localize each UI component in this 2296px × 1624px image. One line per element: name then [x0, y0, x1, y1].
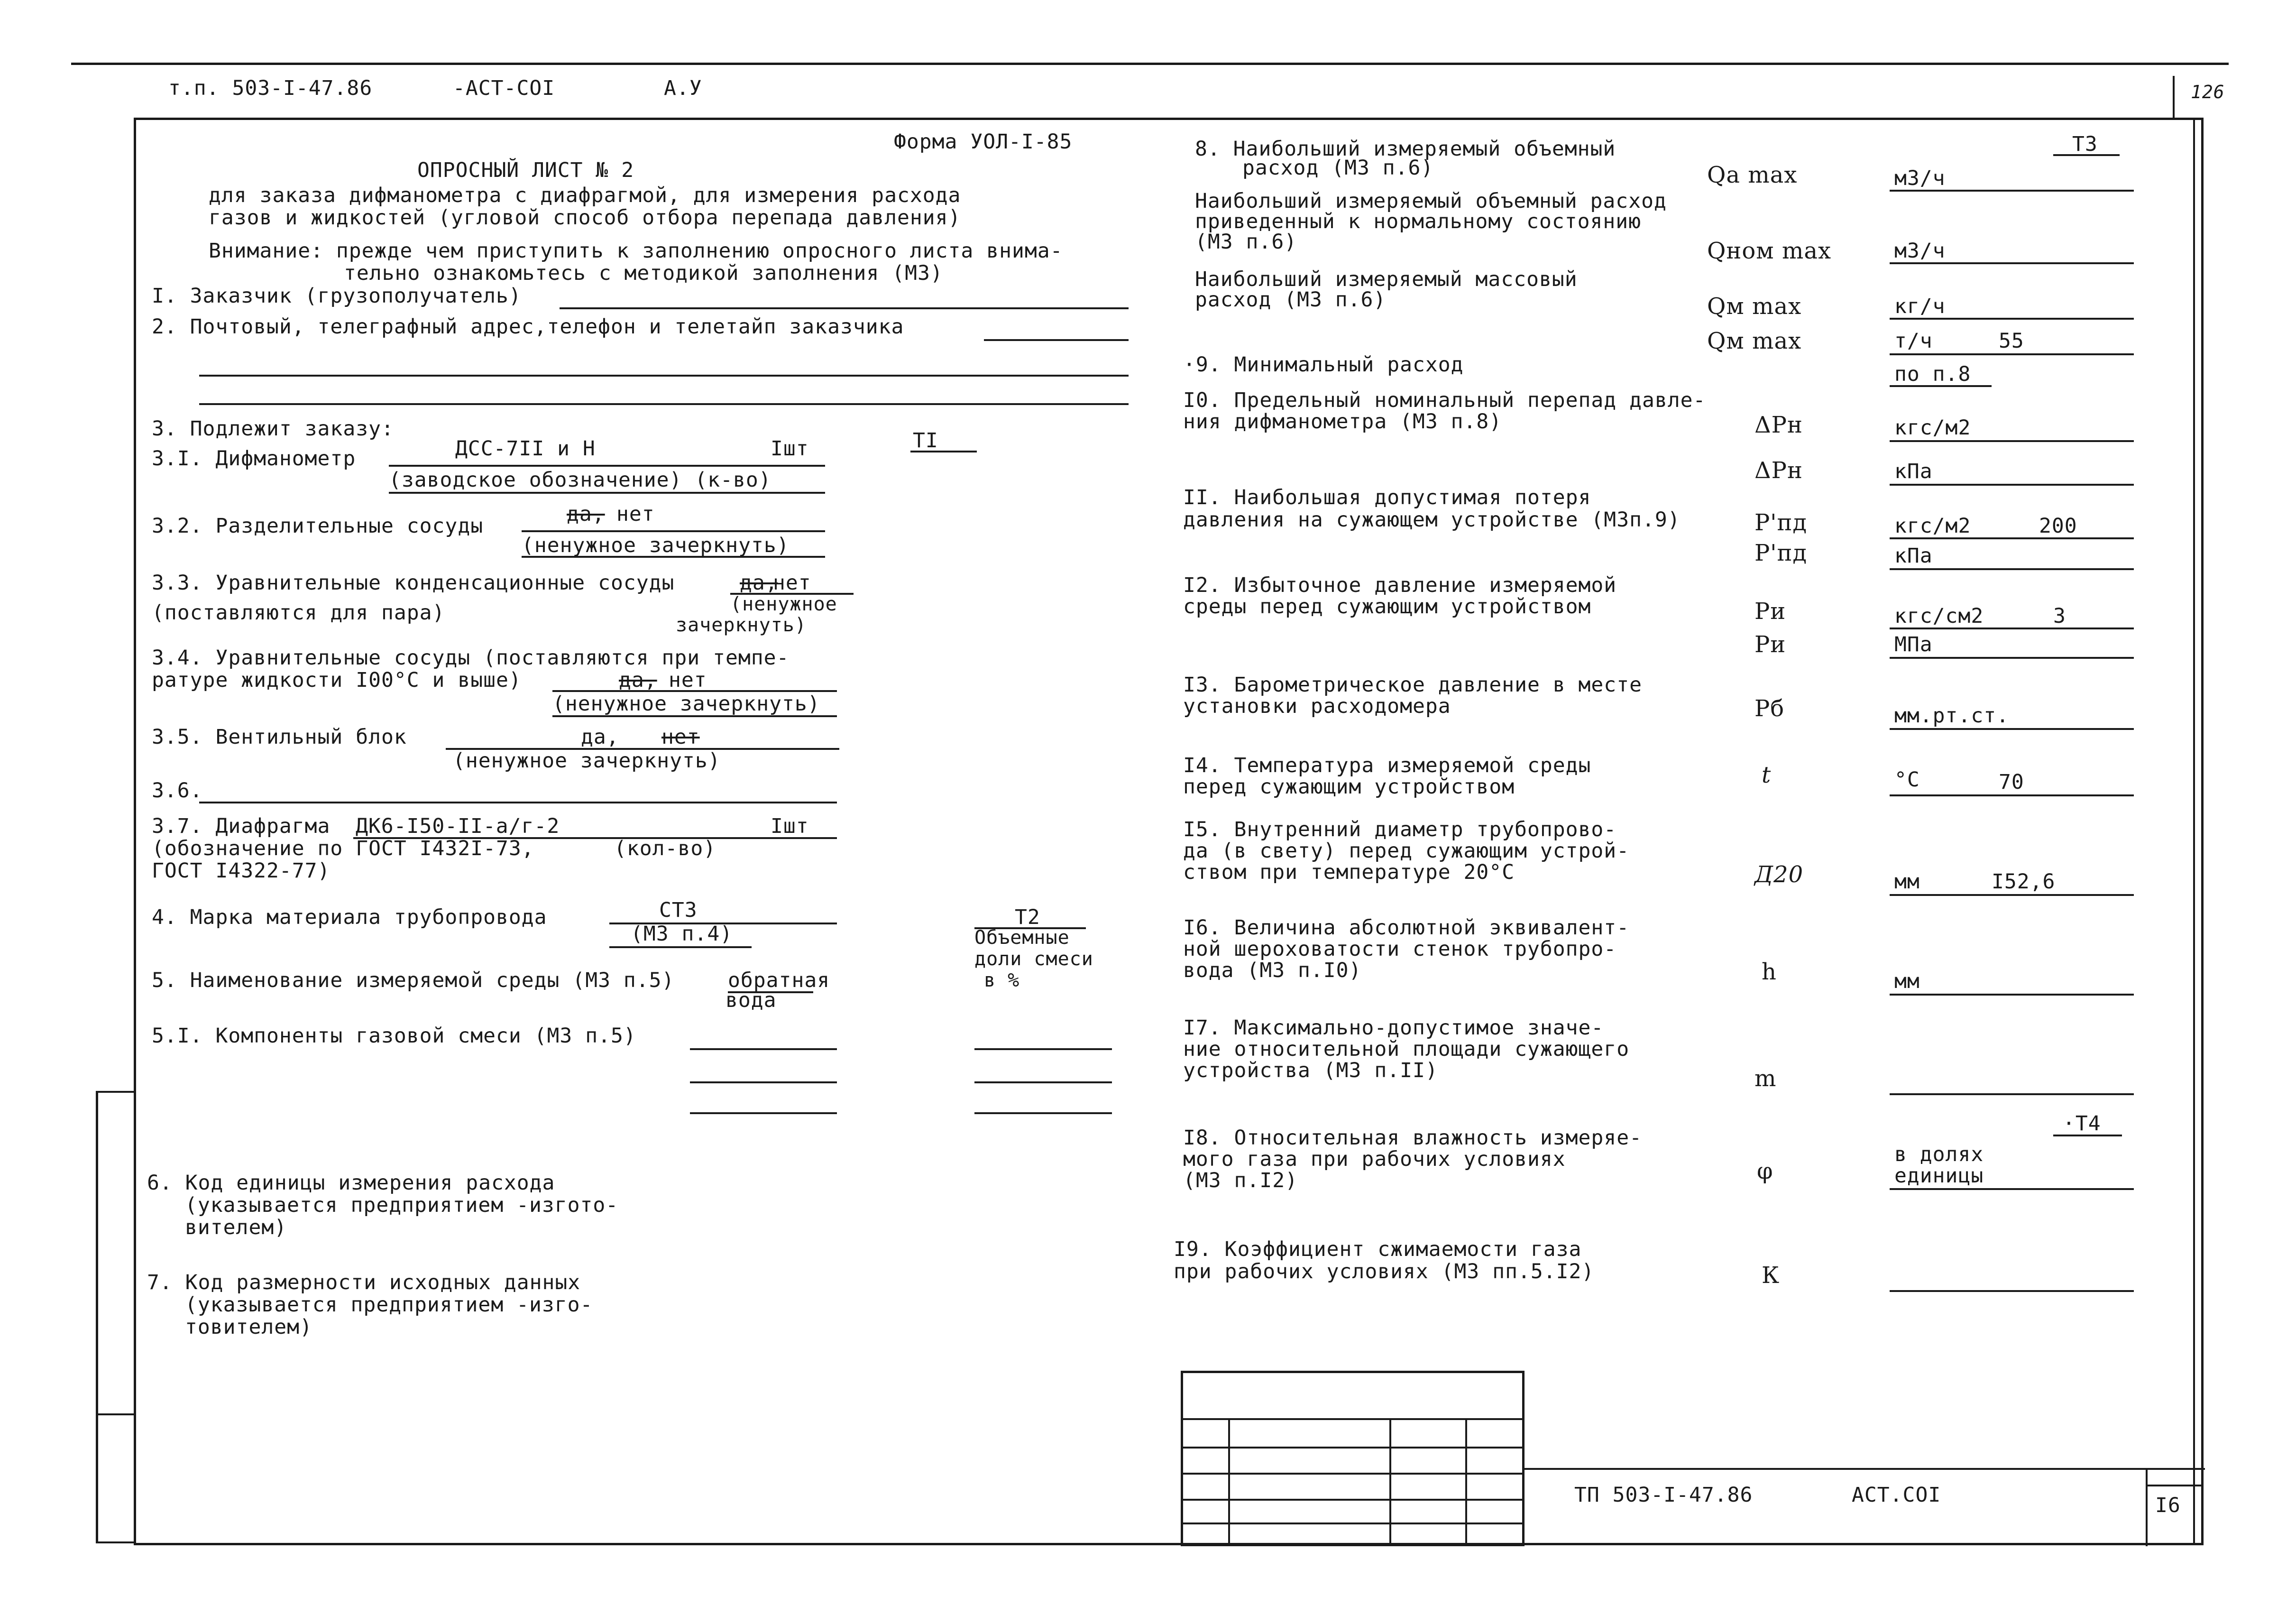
item-18-unit-2: единицы — [1894, 1164, 1984, 1188]
item-10-line-1: I0. Предельный номинальный перепад давле- — [1183, 388, 1706, 412]
stamp-album-code: АСТ.СОI — [1852, 1483, 1941, 1507]
gas-component-line-1[interactable] — [690, 1048, 837, 1050]
item-19-symbol: К — [1762, 1262, 1780, 1289]
item-16-line-2: ной шероховатости стенок трубопро- — [1183, 937, 1617, 961]
item-18-line-1: I8. Относительная влажность измеряе- — [1183, 1126, 1642, 1150]
item-12-symbol-1: Pи — [1754, 598, 1786, 625]
item-10-field-line-1[interactable] — [1890, 440, 2134, 442]
item-14-symbol: t — [1762, 762, 1772, 788]
item-8d-field-line[interactable] — [1890, 353, 2134, 355]
item-16-symbol: h — [1762, 959, 1777, 985]
item-3-4-opt-yes: да, — [619, 668, 657, 692]
item-5-value-2: вода — [726, 988, 777, 1012]
item-12-line-1: I2. Избыточное давление измеряемой — [1183, 573, 1617, 597]
item-10-field-line-2[interactable] — [1890, 484, 2134, 486]
attention-line-2: тельно ознакомьтесь с методикой заполнения (МЗ) — [344, 261, 943, 285]
item-3-7-qty-hint: (кол-во) — [614, 837, 716, 860]
item-15-field-line[interactable] — [1890, 894, 2134, 896]
t3-ref: Т3 — [2072, 132, 2098, 156]
address-field-line-3[interactable] — [199, 403, 1129, 405]
item-18-symbol: φ — [1757, 1158, 1773, 1184]
item-3-7-note-1: (обозначение по ГОСТ I432I-73, — [152, 837, 534, 860]
item-15-line-1: I5. Внутренний диаметр трубопрово- — [1183, 818, 1617, 841]
item-3-3-label: 3.3. Уравнительные конденсационные сосуды — [152, 571, 675, 595]
item-14-field-line[interactable] — [1890, 794, 2134, 796]
item-17-line-2: ние относительной площади сужающего — [1183, 1037, 1630, 1061]
item-7-line-1: 7. Код размерности исходных данных — [147, 1271, 581, 1294]
item-3-1-hint: (заводское обозначение) (к-во) — [389, 468, 771, 492]
item-13-line-2: установки расходомера — [1183, 694, 1451, 718]
item-3-header: 3. Подлежит заказу: — [152, 417, 394, 441]
item-5-1-label: 5.I. Компоненты газовой смеси (МЗ п.5) — [152, 1024, 636, 1048]
item-3-4-line-1: 3.4. Уравнительные сосуды (поставляются при темпе- — [152, 646, 790, 670]
item-5-value-1: обратная — [728, 969, 830, 992]
item-8-symbol: Qa max — [1707, 162, 1798, 188]
item-8d-symbol: Qм max — [1707, 328, 1802, 354]
item-8b-symbol: Qном max — [1707, 238, 1832, 264]
item-3-4-opt-no: нет — [669, 668, 707, 692]
item-3-7-note-2: ГОСТ I4322-77) — [152, 859, 331, 883]
item-3-5-label: 3.5. Вентильный блок — [152, 725, 407, 749]
form-subtitle-1: для заказа дифманометра с диафрагмой, для измерения расхода — [209, 184, 961, 207]
t2-label-1: Объемные — [974, 927, 1070, 949]
item-8d-value: 55 — [1999, 329, 2024, 353]
item-3-4-hint: (ненужное зачеркнуть) — [552, 692, 820, 716]
item-8c-symbol: Qм max — [1707, 293, 1802, 320]
item-14-line-1: I4. Температура измеряемой среды — [1183, 754, 1591, 777]
item-3-1-qty: Iшт — [771, 437, 809, 461]
item-7-line-3: товителем) — [185, 1315, 312, 1339]
item-9-ref: по п.8 — [1894, 362, 1971, 386]
item-11-symbol-2: P'пд — [1754, 540, 1808, 566]
item-8-line-1: 8. Наибольший измеряемый объемный — [1195, 137, 1616, 161]
item-13-symbol: Pб — [1754, 695, 1785, 722]
item-14-line-2: перед сужающим устройством — [1183, 775, 1515, 799]
item-15-line-3: ством при температуре 20°С — [1183, 860, 1515, 884]
item-3-1-label: 3.I. Дифманометр — [152, 447, 356, 471]
item-17-line-1: I7. Максимально-допустимое значе- — [1183, 1016, 1604, 1040]
item-11-symbol-1: P'пд — [1754, 509, 1808, 536]
item-12-symbol-2: Pи — [1754, 631, 1786, 658]
item-16-unit: мм — [1894, 969, 1920, 993]
item-15-unit: мм — [1894, 870, 1920, 894]
binding-margin — [96, 1091, 98, 1541]
item-8b-field-line[interactable] — [1890, 262, 2134, 264]
form-title: ОПРОСНЫЙ ЛИСТ № 2 — [417, 158, 634, 182]
item-3-3-hint-2: зачеркнуть) — [676, 614, 807, 636]
item-15-symbol: Д20 — [1754, 861, 1804, 888]
item-8b-line-1: Наибольший измеряемый объемный расход — [1195, 189, 1667, 213]
item-3-1-field-line[interactable] — [389, 465, 825, 467]
gas-fraction-line-1[interactable] — [974, 1048, 1112, 1050]
item-12-line-2: среды перед сужающим устройством — [1183, 595, 1591, 618]
attention-line-1: Внимание: прежде чем приступить к заполнению опросного листа внима- — [209, 239, 1063, 263]
t4-ref: ·Т4 — [2063, 1112, 2101, 1135]
item-11-line-1: II. Наибольшая допустимая потеря — [1183, 486, 1591, 509]
item-3-7-value: ДК6-I50-II-а/г-2 — [356, 814, 560, 838]
item-6-line-3: вителем) — [185, 1216, 287, 1239]
item-3-2-label: 3.2. Разделительные сосуды — [152, 514, 484, 538]
item-14-unit: °С — [1894, 768, 1920, 792]
item-3-5-opt-yes: да, — [581, 725, 619, 749]
stamp-title-line — [1522, 1468, 2205, 1470]
item-10-line-2: ния дифманометра (МЗ п.8) — [1183, 410, 1502, 434]
item-11-field-line-2[interactable] — [1890, 568, 2134, 570]
address-field-line-2[interactable] — [199, 375, 1129, 377]
item-13-line-1: I3. Барометрическое давление в месте — [1183, 673, 1642, 697]
item-3-7-qty: Iшт — [771, 814, 809, 838]
item-15-line-2: да (в свету) перед сужающим устрой- — [1183, 839, 1630, 863]
item-12-unit-2: МПа — [1894, 633, 1933, 656]
item-16-field-line[interactable] — [1890, 994, 2134, 996]
address-field-line-1[interactable] — [984, 339, 1129, 341]
item-4-label: 4. Марка материала трубопровода — [152, 905, 547, 929]
item-19-field-line[interactable] — [1890, 1290, 2134, 1292]
item-8c-line-1: Наибольший измеряемый массовый — [1195, 268, 1578, 291]
item-8d-unit: т/ч — [1894, 329, 1933, 353]
item-19-line-2: при рабочих условиях (МЗ пп.5.I2) — [1174, 1260, 1595, 1283]
item-12-field-line-2[interactable] — [1890, 657, 2134, 659]
item-12-field-line-1[interactable] — [1890, 627, 2134, 629]
gas-component-line-3[interactable] — [690, 1112, 837, 1114]
item-6-line-1: 6. Код единицы измерения расхода — [147, 1171, 555, 1195]
item-18-line-3: (МЗ п.I2) — [1183, 1169, 1298, 1192]
form-subtitle-2: газов и жидкостей (угловой способ отбора перепада давления) — [209, 206, 961, 230]
stamp-grid — [1181, 1371, 1525, 1546]
item-3-6-field-line[interactable] — [199, 802, 837, 803]
item-11-field-line-1[interactable] — [1890, 537, 2134, 539]
item-8b-unit: м3/ч — [1894, 239, 1946, 263]
item-9-field-line[interactable] — [1890, 385, 1992, 387]
item-18-unit-1: в долях — [1894, 1143, 1984, 1166]
gas-fraction-line-3[interactable] — [974, 1112, 1112, 1114]
item-10-unit-1: кгс/м2 — [1894, 416, 1971, 440]
stamp-doc-code: ТП 503-I-47.86 — [1574, 1483, 1753, 1507]
item-3-3-opt-no: нет — [773, 571, 811, 595]
gas-component-line-2[interactable] — [690, 1081, 837, 1083]
gas-fraction-line-2[interactable] — [974, 1081, 1112, 1083]
corner-divider — [2173, 76, 2175, 118]
item-6-line-2: (указывается предприятием -изгото- — [185, 1193, 619, 1217]
corner-sheet-number: 126 — [2191, 82, 2225, 102]
item-19-line-1: I9. Коэффициент сжимаемости газа — [1174, 1237, 1582, 1261]
header-album-code: -АСТ-СОI — [453, 76, 555, 100]
item-3-2-field-line[interactable] — [522, 530, 825, 532]
item-3-2-opt-yes: да, — [567, 502, 605, 526]
item-8-field-line[interactable] — [1890, 190, 2134, 192]
top-rule — [71, 63, 2229, 65]
item-2-address: 2. Почтовый, телеграфный адрес,телефон и телетайп заказчика — [152, 315, 904, 339]
item-10-symbol-1: ΔPн — [1754, 412, 1803, 438]
item-9-label: ·9. Минимальный расход — [1183, 353, 1464, 377]
item-10-symbol-2: ΔPн — [1754, 457, 1803, 484]
item-16-line-1: I6. Величина абсолютной эквивалент- — [1183, 916, 1630, 940]
item-17-line-3: устройства (МЗ п.II) — [1183, 1059, 1438, 1082]
item-8c-field-line[interactable] — [1890, 318, 2134, 320]
item-17-field-line[interactable] — [1890, 1093, 2134, 1095]
item-11-unit-1: кгс/м2 — [1894, 514, 1971, 538]
header-section: А.У — [664, 76, 702, 100]
item-8b-line-3: (МЗ п.6) — [1195, 230, 1297, 254]
item-3-3-hint-1: (ненужное — [730, 593, 837, 615]
item-3-1-ref: TI — [913, 429, 938, 452]
item-3-4-line-2: ратуре жидкости I00°С и выше) — [152, 668, 522, 692]
item-8-unit: м3/ч — [1894, 166, 1946, 190]
item-3-2-opt-no: нет — [616, 502, 655, 526]
item-10-unit-2: кПа — [1894, 460, 1933, 483]
item-12-unit-1: кгс/см2 — [1894, 604, 1984, 628]
item-3-3-note: (поставляются для пара) — [152, 601, 445, 625]
item-3-7-label: 3.7. Диафрагма — [152, 814, 331, 838]
item-11-unit-2: кПа — [1894, 544, 1933, 568]
item-13-unit: мм.рт.ст. — [1894, 704, 2009, 728]
item-11-value: 200 — [2039, 514, 2077, 538]
t2-label-2: доли смеси — [974, 948, 1093, 970]
item-4-value: СТ3 — [659, 898, 698, 922]
item-8b-line-2: приведенный к нормальному состоянию — [1195, 210, 1642, 233]
item-8c-line-2: расход (МЗ п.6) — [1195, 288, 1387, 312]
t2-label-3: в % — [984, 969, 1020, 991]
item-8-line-2: расход (МЗ п.6) — [1242, 156, 1434, 180]
item-3-1-value: ДСС-7II и Н — [455, 437, 596, 461]
item-16-line-3: вода (МЗ п.I0) — [1183, 959, 1362, 982]
item-18-line-2: мого газа при рабочих условиях — [1183, 1147, 1566, 1171]
item-3-2-hint: (ненужное зачеркнуть) — [522, 534, 790, 557]
item-11-line-2: давления на сужающем устройстве (МЗп.9) — [1183, 508, 1681, 532]
t2-ref: Т2 — [1015, 905, 1040, 929]
item-13-field-line[interactable] — [1890, 728, 2134, 730]
item-3-6-label: 3.6. — [152, 779, 203, 803]
item-12-value: 3 — [2053, 604, 2066, 628]
item-4-hint: (МЗ п.4) — [631, 922, 733, 946]
item-14-value: 70 — [1999, 770, 2024, 794]
item-8c-unit: кг/ч — [1894, 295, 1946, 318]
item-1-customer: I. Заказчик (грузополучатель) — [152, 284, 522, 308]
item-15-value: I52,6 — [1992, 870, 2056, 894]
frame-right-double — [2193, 118, 2195, 1545]
item-17-symbol: m — [1754, 1065, 1777, 1092]
item-3-5-opt-no: нет — [661, 725, 700, 749]
item-3-3-opt-yes: да, — [740, 571, 778, 595]
item-7-line-2: (указывается предприятием -изго- — [185, 1293, 593, 1317]
item-18-field-line[interactable] — [1890, 1188, 2134, 1190]
item-3-5-hint: (ненужное зачеркнуть) — [453, 749, 721, 773]
form-code: Форма УОЛ-I-85 — [894, 130, 1073, 154]
stamp-sheet-number: I6 — [2155, 1494, 2181, 1517]
header-doc-code: т.п. 503-I-47.86 — [168, 76, 373, 100]
item-5-label: 5. Наименование измеряемой среды (МЗ п.5) — [152, 969, 675, 992]
customer-field-line[interactable] — [560, 307, 1129, 309]
